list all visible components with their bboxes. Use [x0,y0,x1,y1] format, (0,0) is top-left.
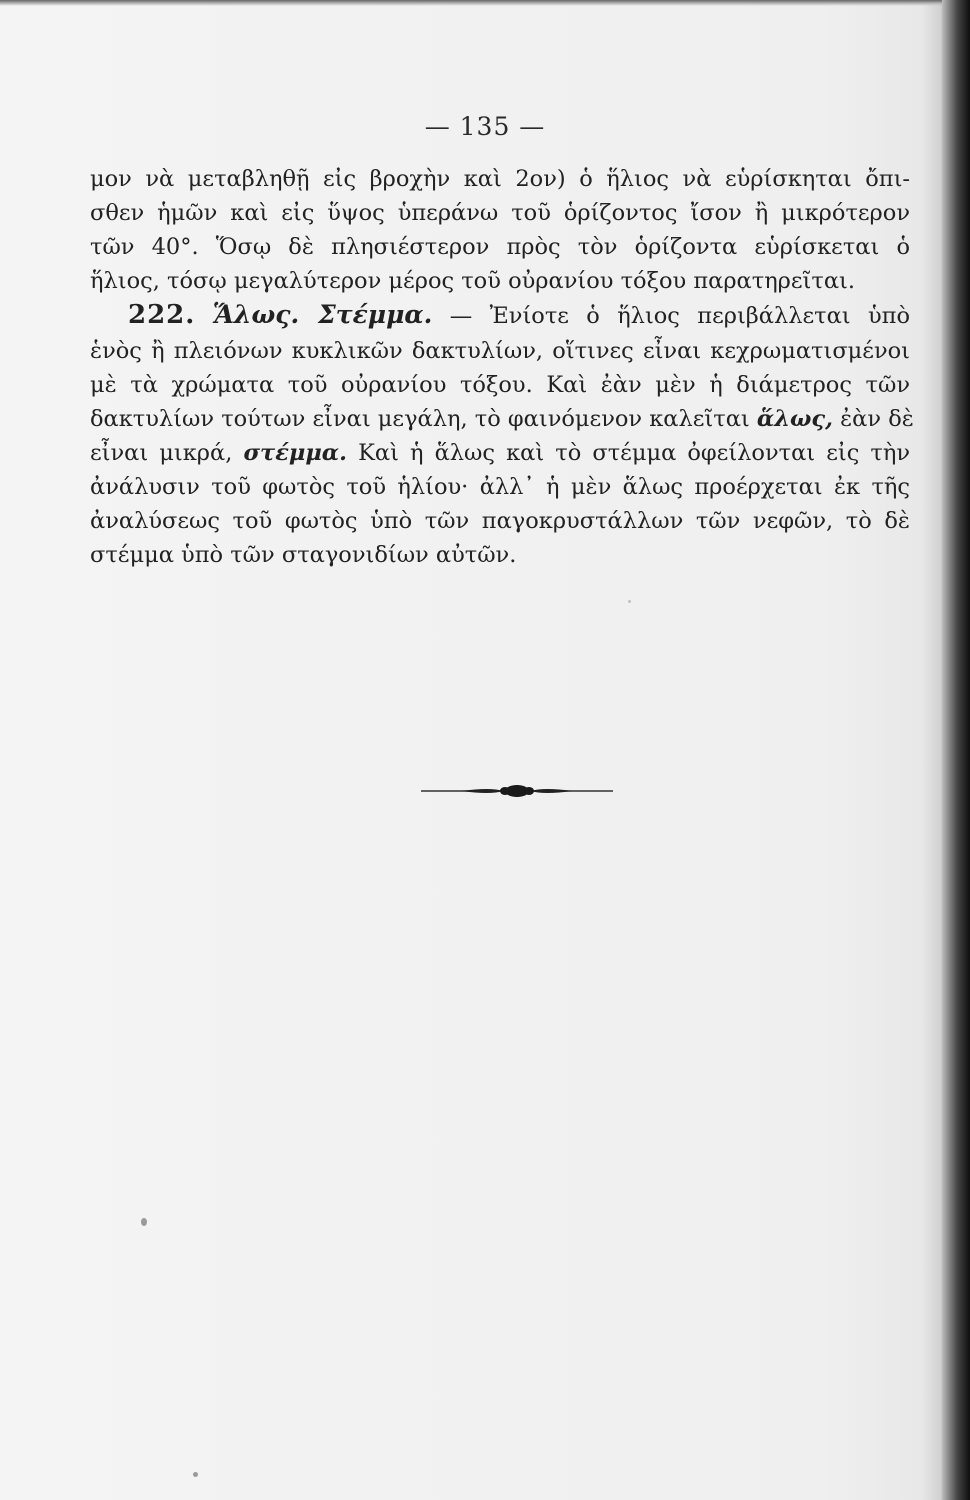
end-of-section-ornament [421,782,613,800]
text-line-halos [90,402,914,436]
page-right-edge [942,0,970,1500]
term-halos: ἅλως, [756,406,833,432]
text-fragment: εἶναι μικρά, [90,440,233,466]
text-line: ἑνὸς ἢ πλειόνων κυκλικῶν δακτυλίων, οἵτινες εἶναι κεχρωματισμένοι [90,338,910,364]
text-line: μον νὰ μεταβληθῇ εἰς βροχὴν καὶ 2ον) ὁ ἥλιος νὰ εὑρίσκηται ὄπι- [90,166,910,192]
text-line: ἀνάλυσιν τοῦ φωτὸς τοῦ ἡλίου· ἀλλ᾽ ἡ μὲν ἅλως προέρχεται ἐκ τῆς [90,474,910,500]
text-line: ἥλιος, τόσῳ μεγαλύτερον μέρος τοῦ οὐρανίου τόξου παρατηρεῖται. [90,268,855,294]
term-stemma: στέμμα. [243,440,347,466]
paper-speck [141,1218,147,1226]
section-title: Ἅλως. Στέμμα. [212,300,433,329]
text-fragment: Καὶ ἡ ἅλως καὶ τὸ στέμμα ὀφείλονται εἰς τὴν [358,440,911,466]
text-line: μὲ τὰ χρώματα τοῦ οὐρανίου τόξου. Καὶ ἐὰν μὲν ἡ διάμετρος τῶν [90,372,910,398]
page-top-shadow [0,0,970,6]
paper-speck [628,600,631,603]
text-line: σθεν ἡμῶν καὶ εἰς ὕψος ὑπεράνω τοῦ ὁρίζοντος ἴσον ἢ μικρότερον [90,200,910,226]
text-fragment: ἐὰν δὲ [840,406,914,432]
section-lead-text: — Ἐνίοτε ὁ ἥλιος περιβάλλεται ὑπὸ [449,303,910,329]
section-number: 222. [128,300,196,330]
text-line-stemma [90,436,910,470]
text-fragment: δακτυλίων τούτων εἶναι μεγάλη, τὸ φαινόμενον καλεῖται [90,406,750,432]
section-heading-line [90,298,910,334]
text-block [90,162,914,572]
text-line: ἀναλύσεως τοῦ φωτὸς ὑπὸ τῶν παγοκρυστάλλων τῶν νεφῶν, τὸ δὲ [90,508,910,534]
paper-speck [193,1472,198,1477]
text-line: στέμμα ὑπὸ τῶν σταγονιδίων αὐτῶν. [90,542,517,568]
page-number: — 135 — [424,112,546,141]
text-line: τῶν 40°. Ὅσῳ δὲ πλησιέστερον πρὸς τὸν ὁρίζοντα εὑρίσκεται ὁ [90,234,910,260]
